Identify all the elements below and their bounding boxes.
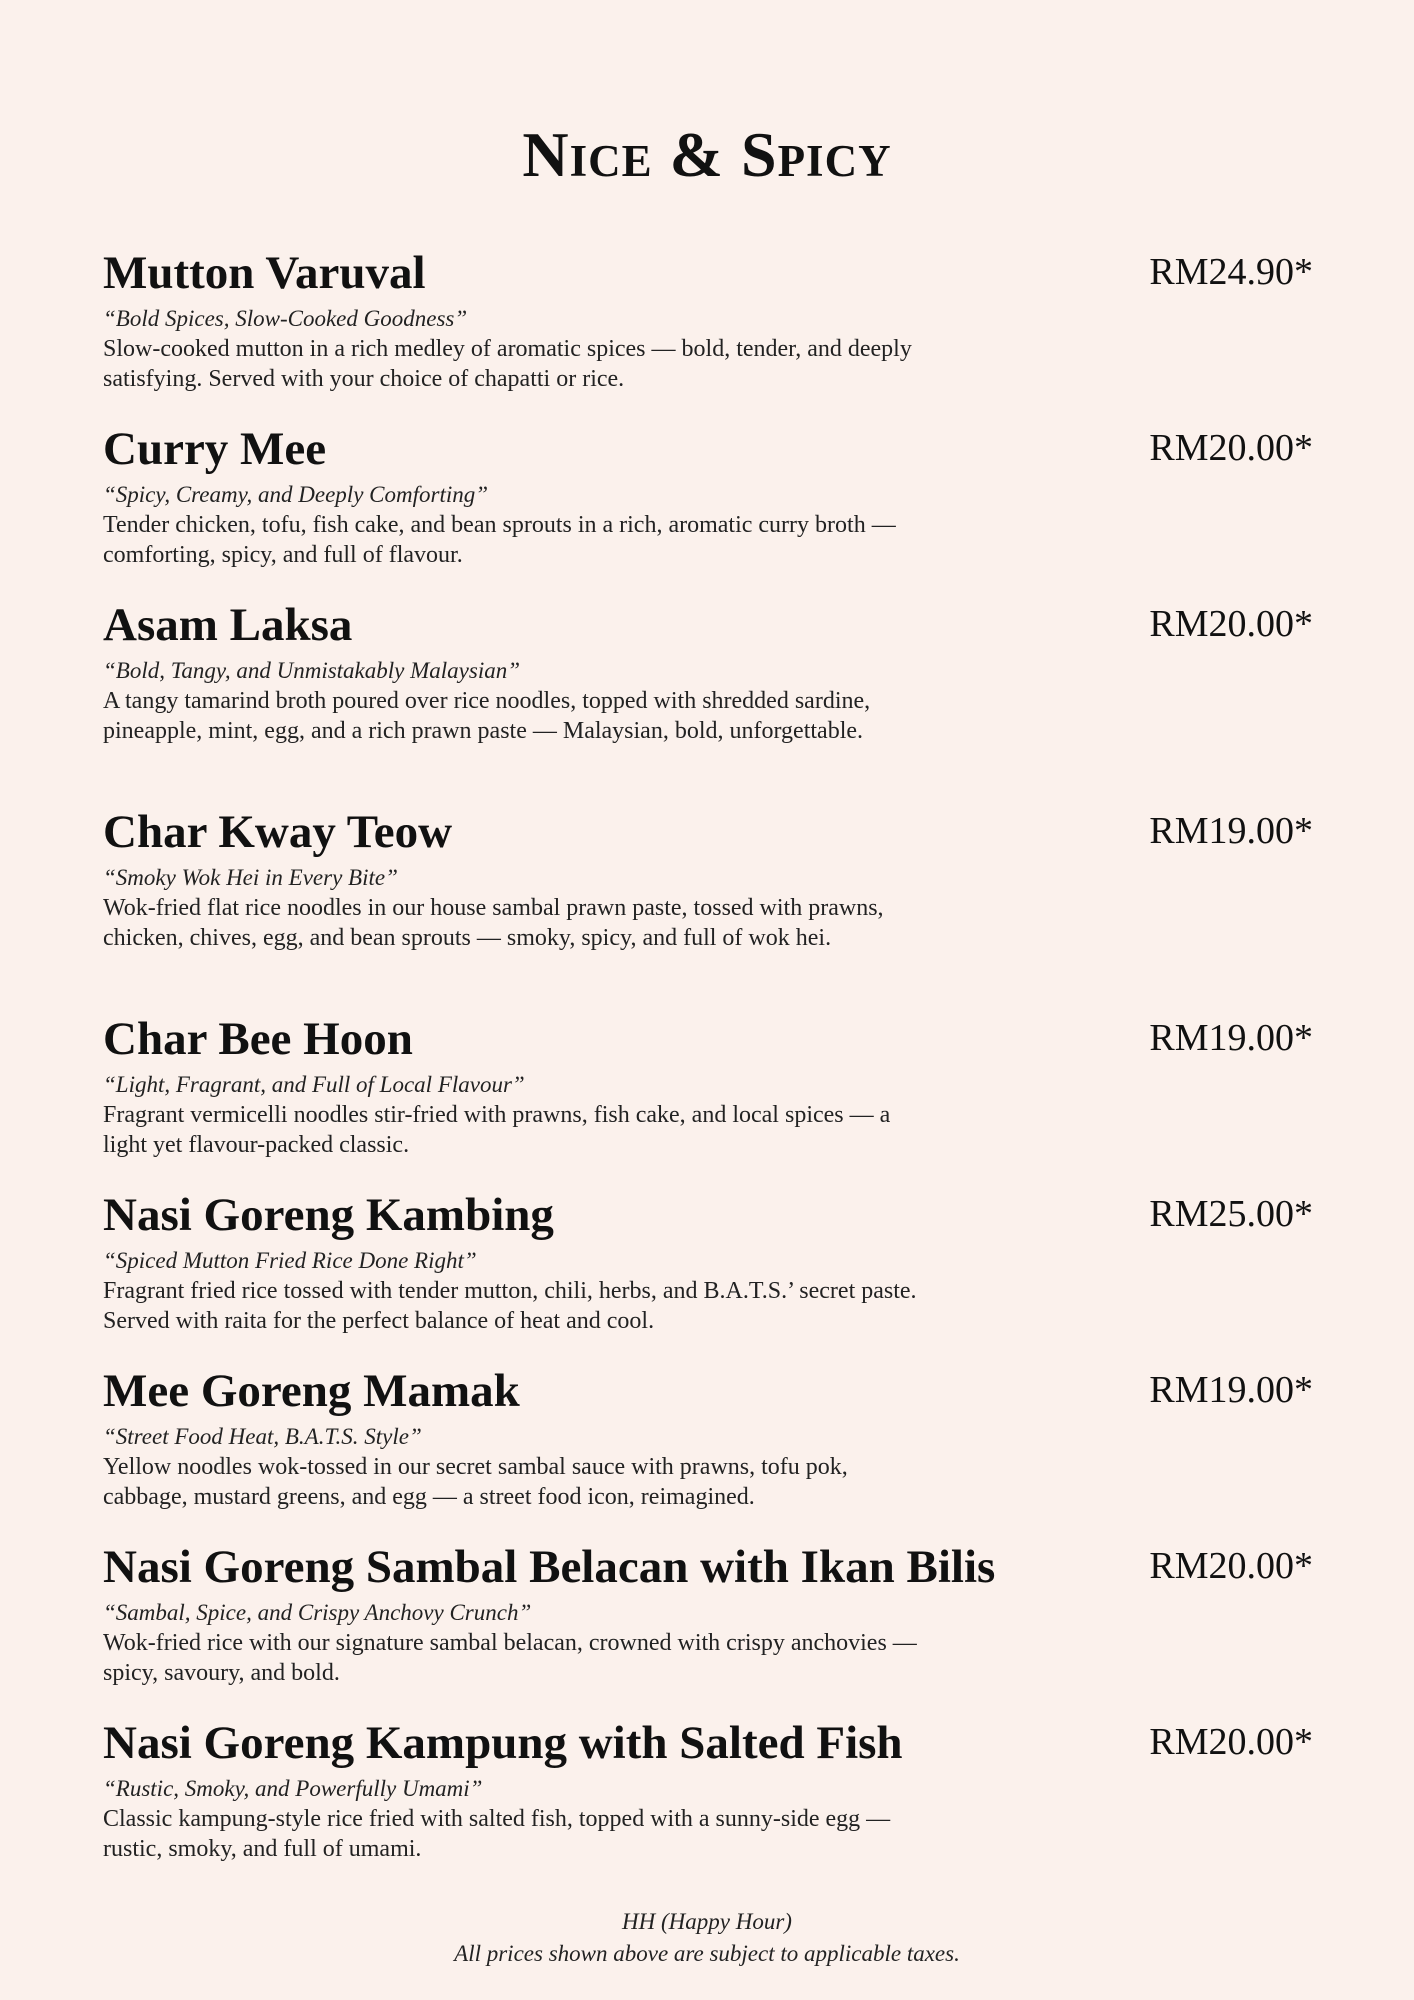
item-name: Nasi Goreng Kambing: [103, 1189, 554, 1241]
item-price: RM20.00*: [1149, 427, 1313, 469]
item-description: Wok-fried flat rice noodles in our house sambal prawn paste, tossed with prawns, chicken, chives, egg, and bean sprouts — smoky, spicy, and full of wok hei.: [103, 895, 884, 951]
item-tagline: “Street Food Heat, B.A.T.S. Style”: [103, 1424, 422, 1449]
menu-item: [103, 414, 1313, 590]
menu-item: [103, 1356, 1313, 1532]
menu-item: [103, 1004, 1313, 1180]
item-price: RM24.90*: [1149, 251, 1313, 293]
footer-tax-note: All prices shown above are subject to applicable taxes.: [454, 1941, 960, 1966]
item-price: RM20.00*: [1149, 1721, 1313, 1763]
item-price: RM19.00*: [1149, 810, 1313, 852]
item-tagline: “Smoky Wok Hei in Every Bite”: [103, 865, 398, 890]
item-tagline: “Spiced Mutton Fried Rice Done Right”: [103, 1248, 477, 1273]
page-title: Nice & Spicy: [522, 119, 892, 190]
item-price: RM20.00*: [1149, 603, 1313, 645]
menu-item: [103, 1532, 1313, 1708]
menu-item: [103, 1180, 1313, 1356]
item-description: Yellow noodles wok-tossed in our secret sambal sauce with prawns, tofu pok, cabbage, mustard greens, and egg — a street food icon, reimagined.: [103, 1454, 848, 1510]
item-price: RM19.00*: [1149, 1369, 1313, 1411]
item-name: Asam Laksa: [103, 599, 353, 651]
footer-note: [0, 1906, 1414, 1970]
item-description: Tender chicken, tofu, fish cake, and bean sprouts in a rich, aromatic curry broth — comforting, spicy, and full of flavour.: [103, 512, 896, 568]
item-description: Fragrant fried rice tossed with tender mutton, chili, herbs, and B.A.T.S.’ secret paste. Served with raita for the perfect balance of heat and cool.: [103, 1278, 917, 1334]
item-name: Nasi Goreng Kampung with Salted Fish: [103, 1717, 903, 1769]
item-name: Mutton Varuval: [103, 247, 426, 299]
menu-item: [103, 1708, 1313, 1884]
item-tagline: “Bold, Tangy, and Unmistakably Malaysian”: [103, 658, 520, 683]
menu-item: [103, 797, 1313, 1004]
item-name: Curry Mee: [103, 423, 327, 475]
item-name: Char Bee Hoon: [103, 1013, 413, 1065]
item-tagline: “Rustic, Smoky, and Powerfully Umami”: [103, 1776, 483, 1801]
item-name: Char Kway Teow: [103, 806, 453, 858]
item-description: A tangy tamarind broth poured over rice noodles, topped with shredded sardine, pineapple, mint, egg, and a rich prawn paste — Malaysian, bold, unforgettable.: [103, 688, 871, 744]
item-name: Nasi Goreng Sambal Belacan with Ikan Bilis: [103, 1541, 996, 1593]
menu-list: [103, 238, 1313, 1884]
item-price: RM25.00*: [1149, 1193, 1313, 1235]
item-tagline: “Light, Fragrant, and Full of Local Flavour”: [103, 1072, 525, 1097]
item-description: Fragrant vermicelli noodles stir-fried with prawns, fish cake, and local spices — a light yet flavour-packed classic.: [103, 1102, 891, 1158]
item-tagline: “Bold Spices, Slow-Cooked Goodness”: [103, 306, 468, 331]
item-description: Classic kampung-style rice fried with salted fish, topped with a sunny-side egg — rustic, smoky, and full of umami.: [103, 1806, 891, 1862]
item-name: Mee Goreng Mamak: [103, 1365, 520, 1417]
menu-item: [103, 590, 1313, 797]
menu-item: [103, 238, 1313, 414]
item-tagline: “Sambal, Spice, and Crispy Anchovy Crunch”: [103, 1600, 532, 1625]
item-tagline: “Spicy, Creamy, and Deeply Comforting”: [103, 482, 489, 507]
footer-happy-hour: HH (Happy Hour): [622, 1909, 792, 1934]
item-description: Slow-cooked mutton in a rich medley of aromatic spices — bold, tender, and deeply satisfying. Served with your choice of chapatti or rice.: [103, 336, 912, 392]
item-price: RM20.00*: [1149, 1545, 1313, 1587]
item-description: Wok-fried rice with our signature sambal belacan, crowned with crispy anchovies — spicy, savoury, and bold.: [103, 1630, 917, 1686]
item-price: RM19.00*: [1149, 1017, 1313, 1059]
